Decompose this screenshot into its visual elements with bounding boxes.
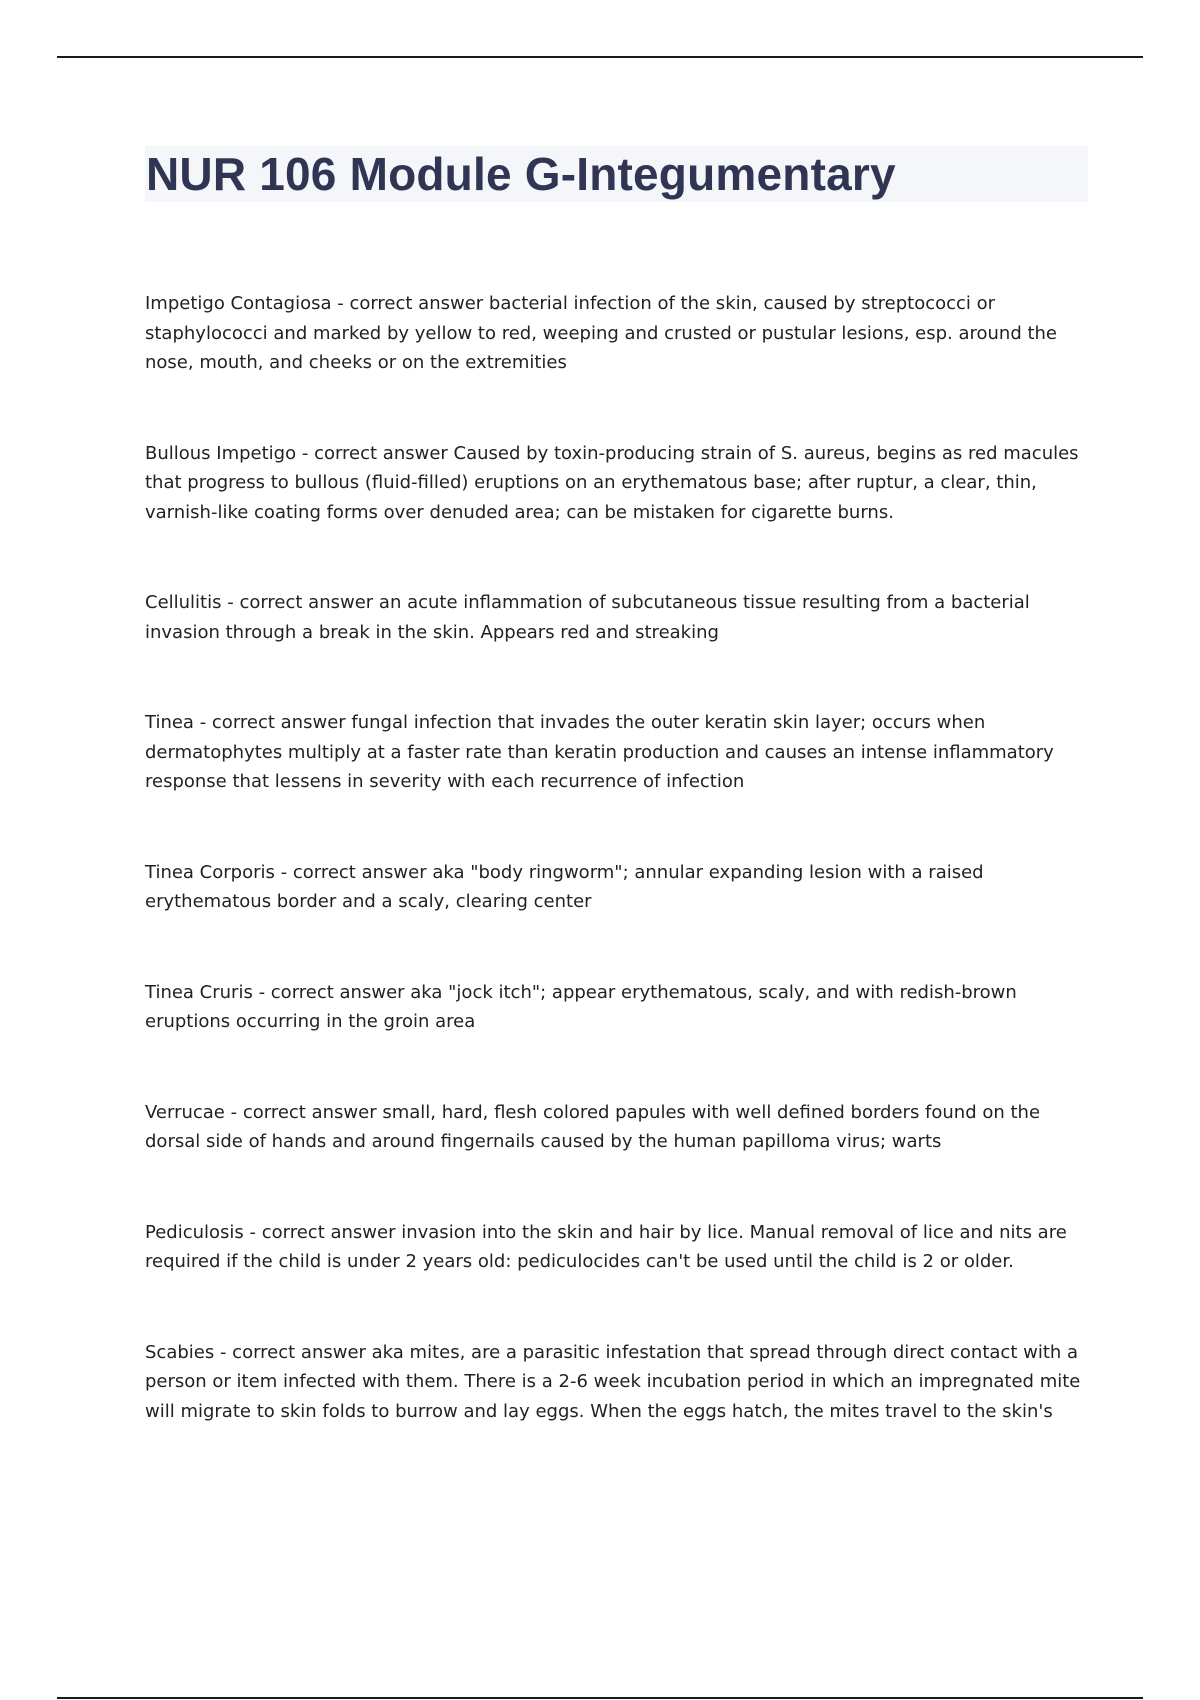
entry-term: Scabies bbox=[145, 1341, 215, 1363]
entry-term: Tinea Corporis bbox=[145, 861, 275, 883]
entry-answer: bacterial infection of the skin, caused by streptococci or staphylococci and marked by yellow to red, weeping and crusted or pustular lesions, esp. around the nose, mouth, and cheeks or on the extremities bbox=[145, 293, 1058, 373]
flashcard-entry bbox=[145, 588, 1090, 647]
entry-separator: - correct answer bbox=[331, 293, 489, 314]
flashcard-entry bbox=[145, 978, 1090, 1037]
entry-answer: Caused by toxin-producing strain of S. aureus, begins as red macules that progress to bullous (fluid-filled) eruptions on an erythematous base; after ruptur, a clear, thin, varnish-like coating forms over denuded area; can be mistaken for cigarette burns. bbox=[145, 442, 1079, 523]
flashcard-list bbox=[145, 289, 1090, 1426]
entry-answer: small, hard, flesh colored papules with well defined borders found on the dorsal side of hands and around fingernails caused by the human papilloma virus; warts bbox=[145, 1101, 1041, 1152]
flashcard-entry bbox=[145, 1098, 1090, 1157]
bottom-rule bbox=[57, 1697, 1143, 1699]
entry-separator: - correct answer bbox=[274, 861, 433, 883]
entry-term: Tinea Cruris bbox=[145, 981, 253, 1003]
entry-term: Cellulitis bbox=[145, 592, 222, 613]
entry-term: Pediculosis bbox=[145, 1221, 244, 1243]
entry-term: Verrucae bbox=[145, 1101, 225, 1123]
entry-separator: - correct answer bbox=[224, 1101, 383, 1123]
entry-term: Impetigo Contagiosa bbox=[145, 293, 332, 314]
entry-answer: aka mites, are a parasitic infestation that spread through direct contact with a person or item infected with them. There is a 2-6 week incubation period in which an impregnated mite will migrate to skin folds to burrow and lay eggs. When the eggs hatch, the mites travel to the skin's bbox=[145, 1341, 1081, 1422]
flashcard-entry bbox=[145, 1218, 1090, 1277]
entry-answer: an acute inflammation of subcutaneous tissue resulting from a bacterial invasion through a break in the skin. Appears red and streaking bbox=[145, 592, 1030, 643]
entry-term: Tinea bbox=[145, 712, 194, 733]
page-title: NUR 106 Module G-Integumentary bbox=[146, 148, 896, 200]
flashcard-entry bbox=[145, 439, 1090, 528]
flashcard-entry bbox=[145, 289, 1090, 378]
entry-separator: - correct answer bbox=[193, 712, 352, 733]
entry-answer: aka "jock itch"; appear erythematous, scaly, and with redish-brown eruptions occurring in the groin area bbox=[145, 981, 1017, 1032]
flashcard-entry bbox=[145, 858, 1090, 917]
entry-answer: aka "body ringworm"; annular expanding lesion with a raised erythematous border and a scaly, clearing center bbox=[145, 861, 984, 912]
entry-separator: - correct answer bbox=[252, 981, 411, 1003]
entry-separator: - correct answer bbox=[243, 1221, 402, 1243]
entry-answer: fungal infection that invades the outer keratin skin layer; occurs when dermatophytes multiply at a faster rate than keratin production and causes an intense inflammatory response that lessens in severity with each recurrence of infection bbox=[145, 712, 1054, 792]
entry-answer: invasion into the skin and hair by lice. Manual removal of lice and nits are required if the child is under 2 years old: pediculocides can't be used until the child is 2 or older. bbox=[145, 1221, 1067, 1272]
entry-term: Bullous Impetigo bbox=[145, 442, 297, 464]
entry-separator: - correct answer bbox=[221, 592, 379, 613]
top-rule bbox=[57, 56, 1143, 58]
flashcard-entry bbox=[145, 708, 1090, 797]
flashcard-entry bbox=[145, 1338, 1090, 1427]
entry-separator: - correct answer bbox=[296, 442, 454, 464]
entry-separator: - correct answer bbox=[214, 1341, 372, 1363]
